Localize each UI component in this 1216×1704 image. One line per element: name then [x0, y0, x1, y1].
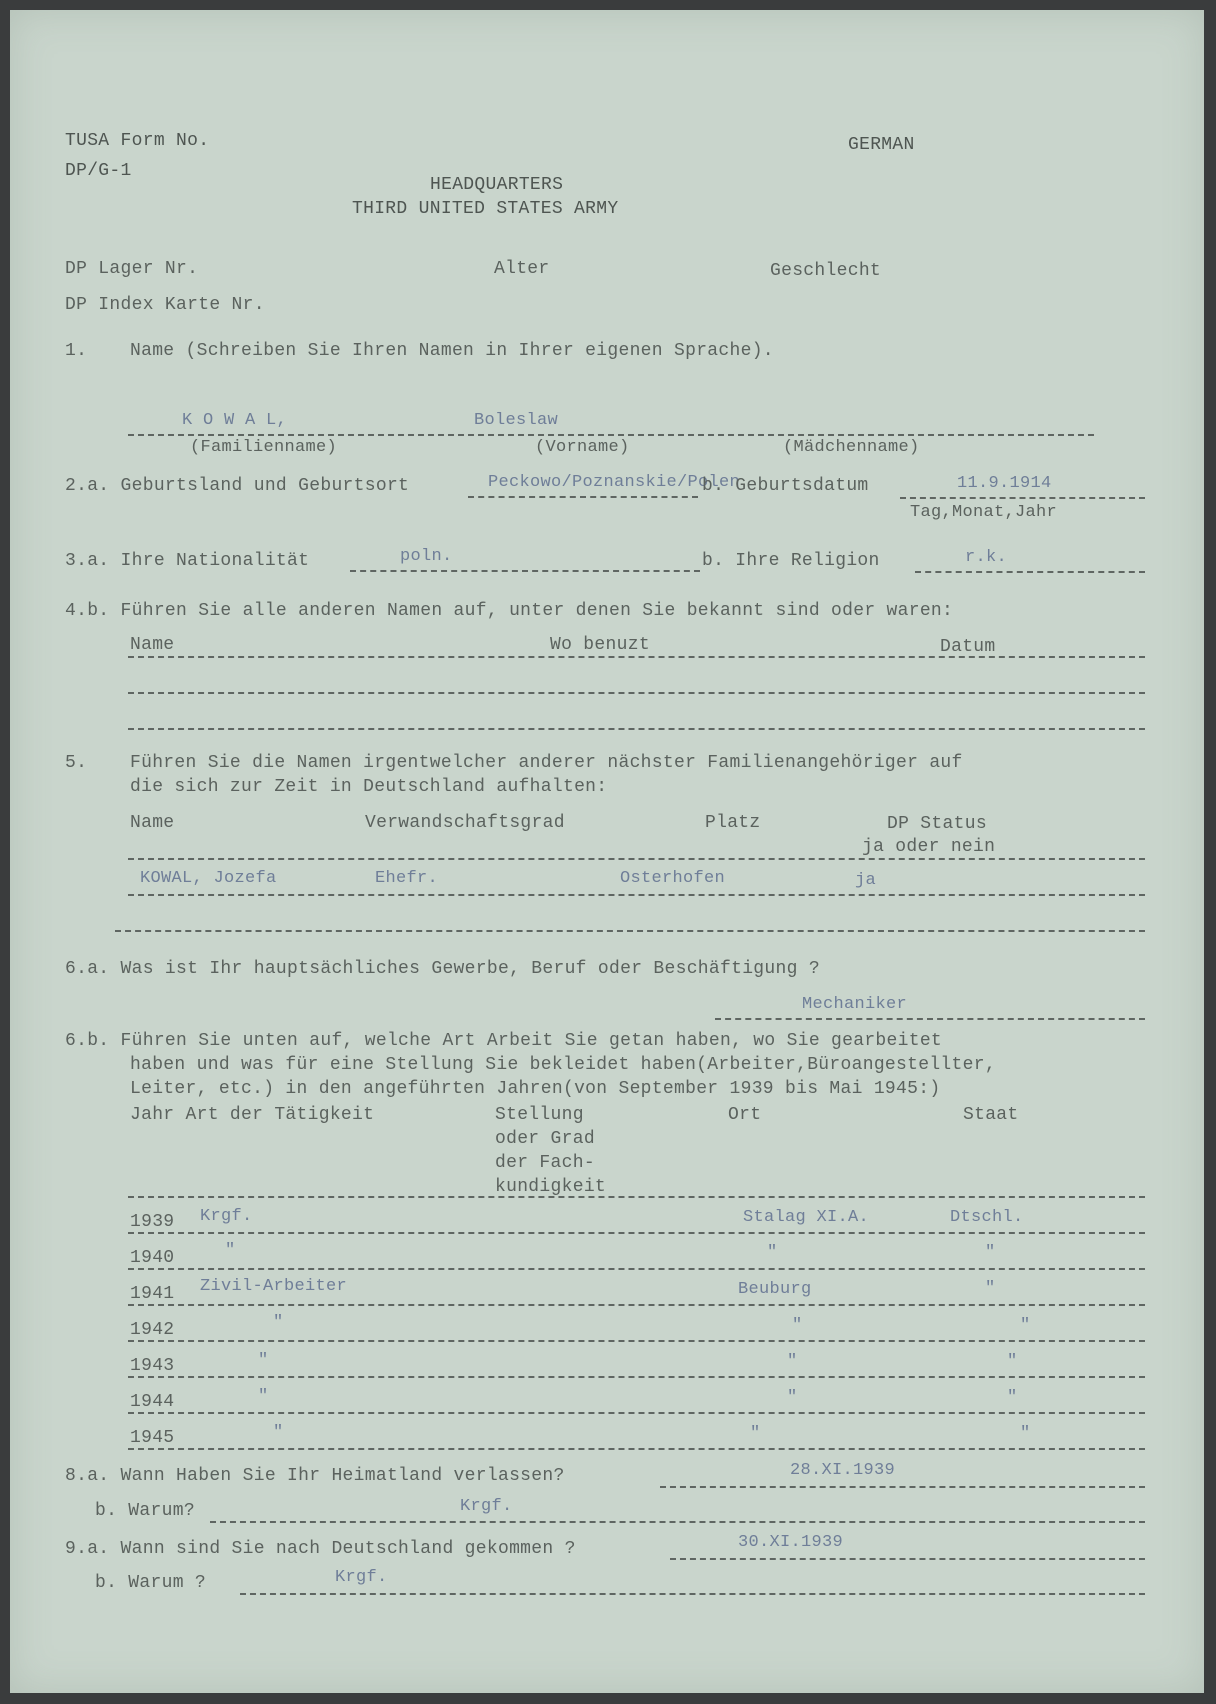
birthplace-line	[468, 496, 698, 498]
q5-line2: die sich zur Zeit in Deutschland aufhalten:	[130, 777, 608, 797]
table-row-state: "	[1007, 1388, 1018, 1407]
q6a-label: 6.a. Was ist Ihr hauptsächliches Gewerbe, Beruf oder Beschäftigung ?	[65, 959, 820, 979]
q4-col-name: Name	[130, 635, 175, 655]
table-row-year: 1939	[130, 1212, 175, 1232]
birthdate-caption: Tag,Monat,Jahr	[910, 503, 1058, 522]
table-row-state: Dtschl.	[950, 1208, 1024, 1227]
maiden-name-caption: (Mädchenname)	[783, 438, 920, 457]
birthdate-value: 11.9.1914	[957, 474, 1052, 493]
q4-line-2	[128, 692, 1145, 694]
birthdate-line	[900, 497, 1145, 499]
table-row-line	[128, 1376, 1145, 1378]
q9a-label: 9.a. Wann sind Sie nach Deutschland gekommen ?	[65, 1539, 576, 1559]
table-row-activity: "	[258, 1387, 269, 1406]
given-name-value: Boleslaw	[474, 411, 559, 430]
table-row-place: "	[767, 1243, 778, 1262]
q6b-col-position-1: Stellung	[495, 1105, 584, 1125]
q4-line-3	[128, 728, 1145, 730]
q5-header-line	[128, 858, 1145, 860]
form-code: DP/G-1	[65, 161, 132, 181]
left-home-reason-line	[210, 1521, 1145, 1523]
table-row-place: Stalag XI.A.	[743, 1208, 870, 1227]
table-row-line	[128, 1448, 1145, 1450]
alter-label: Alter	[494, 259, 550, 279]
table-row-line	[128, 1232, 1145, 1234]
q4-label: 4.b. Führen Sie alle anderen Namen auf, unter denen Sie bekannt sind oder waren:	[65, 601, 954, 621]
index-label: DP Index Karte Nr.	[65, 295, 265, 315]
form-page	[10, 10, 1204, 1693]
q6b-col-position-3: der Fach-	[495, 1153, 595, 1173]
left-home-reason-value: Krgf.	[460, 1497, 513, 1516]
q6b-col-position-4: kundigkeit	[495, 1177, 607, 1197]
table-row-line	[128, 1340, 1145, 1342]
surname-value: K O W A L,	[182, 411, 288, 430]
table-row-year: 1943	[130, 1356, 175, 1376]
occupation-value: Mechaniker	[802, 995, 908, 1014]
relative-name-value: KOWAL, Jozefa	[140, 869, 277, 888]
q9b-label: b. Warum ?	[95, 1573, 207, 1593]
table-row-place: Beuburg	[738, 1280, 812, 1299]
table-row-activity: "	[258, 1351, 269, 1370]
arrival-reason-value: Krgf.	[335, 1568, 388, 1587]
table-row-place: "	[787, 1388, 798, 1407]
table-row-activity: "	[273, 1423, 284, 1442]
q5-line-2	[115, 930, 1145, 932]
q5-col-status-sub: ja oder nein	[862, 837, 996, 857]
occupation-line	[715, 1018, 1145, 1020]
table-row-place: "	[787, 1352, 798, 1371]
relative-place-value: Osterhofen	[620, 869, 726, 888]
q6b-line2: haben und was für eine Stellung Sie bekleidet haben(Arbeiter,Büroangestellter,	[130, 1055, 996, 1075]
q6b-line1: 6.b. Führen Sie unten auf, welche Art Arbeit Sie getan haben, wo Sie gearbeitet	[65, 1031, 943, 1051]
q4-line-1	[128, 656, 1145, 658]
q5-col-status: DP Status	[887, 814, 987, 834]
table-row-year: 1940	[130, 1248, 175, 1268]
q5-number: 5.	[65, 753, 88, 773]
table-row-year: 1945	[130, 1428, 175, 1448]
table-row-state: "	[1007, 1352, 1018, 1371]
q5-col-place: Platz	[705, 813, 761, 833]
religion-line	[915, 571, 1145, 573]
q6b-col-ort: Ort	[728, 1105, 762, 1125]
table-row-activity: Zivil-Arbeiter	[200, 1277, 348, 1296]
table-row-year: 1941	[130, 1284, 175, 1304]
table-row-place: "	[750, 1424, 761, 1443]
q4-col-where: Wo benuzt	[550, 635, 650, 655]
table-row-activity: "	[225, 1241, 236, 1260]
left-home-value: 28.XI.1939	[790, 1461, 896, 1480]
q6b-header-line	[128, 1196, 1145, 1198]
table-row-year: 1944	[130, 1392, 175, 1412]
q8a-label: 8.a. Wann Haben Sie Ihr Heimatland verlassen?	[65, 1466, 565, 1486]
relative-relation-value: Ehefr.	[375, 869, 439, 888]
table-row-state: "	[1020, 1424, 1031, 1443]
birthdate-label: b. Geburtsdatum	[702, 476, 869, 496]
relative-status-value: ja	[855, 871, 877, 890]
table-row-state: "	[985, 1243, 996, 1262]
table-row-line	[128, 1412, 1145, 1414]
arrival-date-line	[670, 1558, 1145, 1560]
nationality-value: poln.	[400, 547, 453, 566]
q1-number: 1.	[65, 341, 88, 361]
given-name-caption: (Vorname)	[535, 438, 630, 457]
table-row-line	[128, 1304, 1145, 1306]
hq-title: HEADQUARTERS	[430, 175, 564, 195]
q5-line-1	[128, 894, 1145, 896]
arrival-date-value: 30.XI.1939	[738, 1533, 844, 1552]
table-row-activity: "	[273, 1313, 284, 1332]
q5-col-relation: Verwandschaftsgrad	[365, 813, 565, 833]
table-row-state: "	[985, 1279, 996, 1298]
geschlecht-label: Geschlecht	[770, 261, 882, 281]
q6b-col-position-2: oder Grad	[495, 1129, 595, 1149]
surname-caption: (Familienname)	[190, 438, 338, 457]
q6b-col-staat: Staat	[963, 1105, 1019, 1125]
q6b-col-year: Jahr Art der Tätigkeit	[130, 1105, 375, 1125]
religion-value: r.k.	[965, 548, 1008, 567]
q2-label: 2.a. Geburtsland und Geburtsort	[65, 476, 410, 496]
table-row-state: "	[1020, 1316, 1031, 1335]
name-line	[128, 434, 1094, 436]
form-number-label: TUSA Form No.	[65, 131, 210, 151]
q6b-line3: Leiter, etc.) in den angeführten Jahren(von September 1939 bis Mai 1945:)	[130, 1079, 941, 1099]
army-title: THIRD UNITED STATES ARMY	[352, 199, 619, 219]
left-home-line	[660, 1486, 1145, 1488]
table-row-line	[128, 1268, 1145, 1270]
language-label: GERMAN	[848, 135, 915, 155]
birthplace-value: Peckowo/Poznanskie/Polen	[488, 473, 741, 492]
q5-line1: Führen Sie die Namen irgentwelcher anderer nächster Familienangehöriger auf	[130, 753, 963, 773]
religion-label: b. Ihre Religion	[702, 551, 880, 571]
table-row-place: "	[792, 1316, 803, 1335]
table-row-year: 1942	[130, 1320, 175, 1340]
nationality-line	[350, 570, 700, 572]
q4-col-date: Datum	[940, 637, 996, 657]
q3-label: 3.a. Ihre Nationalität	[65, 551, 310, 571]
table-row-activity: Krgf.	[200, 1207, 253, 1226]
q8b-label: b. Warum?	[95, 1501, 195, 1521]
q1-label: Name (Schreiben Sie Ihren Namen in Ihrer eigenen Sprache).	[130, 341, 774, 361]
lager-label: DP Lager Nr.	[65, 259, 199, 279]
arrival-reason-line	[240, 1593, 1145, 1595]
q5-col-name: Name	[130, 813, 175, 833]
